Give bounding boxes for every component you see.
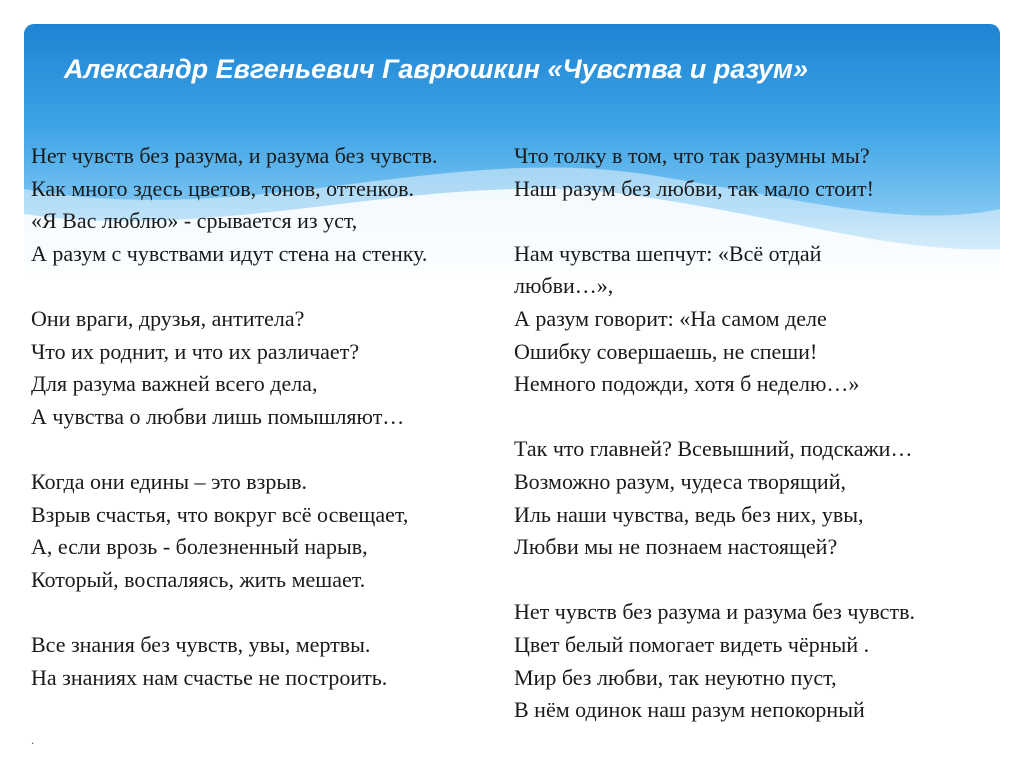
poem-line: Что их роднит, и что их различает? — [31, 338, 360, 364]
poem-right-column — [514, 140, 1019, 727]
poem-line: Нет чувств без разума, и разума без чувств. — [31, 143, 438, 168]
poem-line: Иль наши чувства, ведь без них, увы, — [514, 501, 864, 527]
poem-line: В нём одинок наш разум непокорный — [514, 697, 865, 723]
poem-line: А разум говорит: «На самом деле — [514, 305, 827, 331]
poem-line: Любви мы не познаем настоящей? — [514, 534, 838, 560]
poem-line: Так что главней? Всевышний, подскажи… — [514, 436, 913, 462]
poem-line: Немного подожди, хотя б неделю…» — [514, 371, 860, 397]
stanza — [31, 140, 506, 270]
stanza — [31, 629, 506, 694]
stanza — [514, 140, 1019, 205]
poem-line: Возможно разум, чудеса творящий, — [514, 468, 846, 494]
poem-line: «Я Вас люблю» - срывается из уст, — [31, 208, 358, 234]
poem-line: На знаниях нам счастье не построить. — [31, 664, 388, 690]
poem-line: Ошибку совершаешь, не спеши! — [514, 338, 818, 364]
poem-line: Взрыв счастья, что вокруг всё освещает, — [31, 501, 409, 527]
poem-line: А разум с чувствами идут стена на стенку. — [31, 240, 428, 266]
poem-line: Нам чувства шепчут: «Всё отдай любви…», — [514, 240, 822, 299]
stanza — [514, 433, 1019, 563]
stanza — [31, 466, 506, 596]
poem-line: А, если врозь - болезненный нарыв, — [31, 534, 368, 560]
stanza — [31, 303, 506, 433]
poem-line: Нет чувств без разума и разума без чувств. — [514, 599, 915, 625]
stanza — [514, 596, 1019, 726]
poem-line: Цвет белый помогает видеть чёрный . — [514, 631, 870, 657]
poem-line: Который, воспаляясь, жить мешает. — [31, 566, 366, 592]
footer-mark: . — [31, 733, 34, 747]
poem-left-column — [31, 140, 506, 694]
poem-line: Когда они едины – это взрыв. — [31, 468, 308, 494]
poem-line: Они враги, друзья, антитела? — [31, 305, 305, 331]
poem-line: Для разума важней всего дела, — [31, 371, 318, 397]
poem-line: Все знания без чувств, увы, мертвы. — [31, 631, 371, 657]
poem-line: Что толку в том, что так разумны мы? — [514, 143, 870, 168]
poem-line: Мир без любви, так неуютно пуст, — [514, 664, 837, 690]
poem-line: Наш разум без любви, так мало стоит! — [514, 175, 874, 201]
slide-title: Александр Евгеньевич Гаврюшкин «Чувства и разум» — [64, 54, 809, 84]
poem-line: А чувства о любви лишь помышляют… — [31, 403, 405, 429]
stanza — [514, 238, 1019, 401]
poem-line: Как много здесь цветов, тонов, оттенков. — [31, 175, 415, 201]
